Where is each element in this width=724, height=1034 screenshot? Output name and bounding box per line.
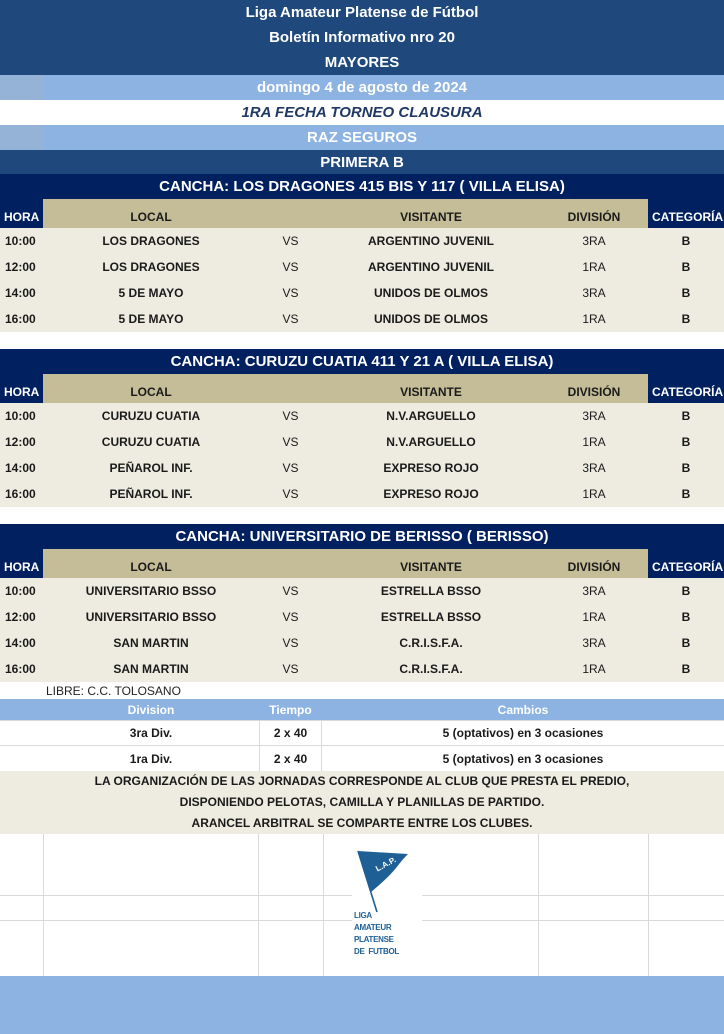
match-row [0, 429, 724, 455]
match-row [0, 578, 724, 604]
match-row [0, 254, 724, 280]
match-list [0, 578, 724, 682]
match-division: 3RA [582, 636, 606, 650]
match-division: 3RA [582, 234, 606, 248]
match-hora: 10:00 [5, 584, 36, 598]
match-vs: VS [282, 636, 299, 650]
column-header-row [0, 549, 724, 578]
match-vs: VS [282, 487, 299, 501]
match-local: PEÑAROL INF. [109, 487, 193, 501]
match-hora: 16:00 [5, 662, 36, 676]
match-visitante: ESTRELLA BSSO [380, 584, 482, 598]
rules-row [0, 745, 724, 771]
match-row [0, 656, 724, 682]
match-date: domingo 4 de agosto de 2024 [256, 79, 468, 96]
match-division: 3RA [582, 286, 606, 300]
match-row [0, 403, 724, 429]
rules-header-division: Division [127, 702, 175, 717]
match-local: 5 DE MAYO [118, 286, 184, 300]
col-visitante: VISITANTE [400, 560, 462, 574]
match-hora: 16:00 [5, 312, 36, 326]
match-division: 1RA [582, 662, 606, 676]
match-visitante: UNIDOS DE OLMOS [373, 312, 488, 326]
col-categoria: CATEGORÍA [652, 385, 724, 399]
logo-line: PLATENSE [354, 935, 394, 944]
col-division: DIVISIÓN [567, 560, 621, 574]
match-vs: VS [282, 286, 299, 300]
match-categoria: B [681, 610, 691, 624]
match-hora: 10:00 [5, 409, 36, 423]
match-categoria: B [681, 260, 691, 274]
match-row [0, 455, 724, 481]
rules-header [0, 699, 724, 720]
match-visitante: N.V.ARGUELLO [386, 435, 476, 449]
col-division: DIVISIÓN [567, 210, 621, 224]
column-header-row [0, 374, 724, 403]
match-row [0, 481, 724, 507]
footer-band [0, 976, 724, 1034]
match-categoria: B [681, 312, 691, 326]
col-categoria: CATEGORÍA [652, 560, 724, 574]
match-visitante: ESTRELLA BSSO [380, 610, 482, 624]
match-division: 1RA [582, 435, 606, 449]
match-vs: VS [282, 662, 299, 676]
col-local: LOCAL [130, 210, 172, 224]
sponsor-name: RAZ SEGUROS [306, 129, 417, 146]
match-division: 3RA [582, 409, 606, 423]
match-hora: 12:00 [5, 260, 36, 274]
col-division: DIVISIÓN [567, 385, 621, 399]
match-hora: 16:00 [5, 487, 36, 501]
rules-header-cambios: Cambios [497, 702, 549, 717]
match-visitante: C.R.I.S.F.A. [399, 662, 463, 676]
column-header-row [0, 199, 724, 228]
col-categoria: CATEGORÍA [652, 210, 724, 224]
match-categoria: B [681, 636, 691, 650]
notice-line: LA ORGANIZACIÓN DE LAS JORNADAS CORRESPONDE AL CLUB QUE PRESTA EL PREDIO, [94, 774, 630, 788]
match-row [0, 228, 724, 254]
venue-title: CANCHA: CURUZU CUATIA 411 Y 21 A ( VILLA ELISA) [0, 349, 724, 374]
league-title: Liga Amateur Platense de Fútbol [0, 0, 724, 25]
match-categoria: B [681, 662, 691, 676]
division-title: PRIMERA B [0, 150, 724, 174]
match-division: 3RA [582, 584, 606, 598]
match-categoria: B [681, 409, 691, 423]
match-visitante: UNIDOS DE OLMOS [373, 286, 488, 300]
match-hora: 14:00 [5, 461, 36, 475]
category-title: MAYORES [0, 50, 724, 75]
match-vs: VS [282, 584, 299, 598]
rules-cambios: 5 (optativos) en 3 ocasiones [442, 751, 604, 766]
match-local: LOS DRAGONES [102, 260, 200, 274]
col-local: LOCAL [130, 560, 172, 574]
match-visitante: C.R.I.S.F.A. [399, 636, 463, 650]
col-visitante: VISITANTE [400, 210, 462, 224]
match-division: 1RA [582, 487, 606, 501]
match-vs: VS [282, 610, 299, 624]
match-vs: VS [282, 409, 299, 423]
match-vs: VS [282, 260, 299, 274]
match-local: CURUZU CUATIA [101, 409, 201, 423]
rules-division: 3ra Div. [129, 726, 173, 740]
match-categoria: B [681, 435, 691, 449]
organization-notice [0, 771, 724, 834]
match-row [0, 280, 724, 306]
match-local: SAN MARTIN [113, 662, 189, 676]
logo-line: LIGA [354, 911, 372, 920]
match-row [0, 630, 724, 656]
rules-tiempo: 2 x 40 [259, 721, 322, 745]
logo-line: AMATEUR [354, 923, 392, 932]
venue-title: CANCHA: UNIVERSITARIO DE BERISSO ( BERISSO) [0, 524, 724, 549]
venue-title: CANCHA: LOS DRAGONES 415 BIS Y 117 ( VILLA ELISA) [0, 174, 724, 199]
match-row [0, 604, 724, 630]
match-vs: VS [282, 312, 299, 326]
match-vs: VS [282, 234, 299, 248]
match-local: SAN MARTIN [113, 636, 189, 650]
rules-cambios: 5 (optativos) en 3 ocasiones [442, 726, 604, 740]
match-list [0, 228, 724, 332]
league-logo [352, 848, 422, 963]
match-local: UNIVERSITARIO BSSO [85, 610, 217, 624]
match-categoria: B [681, 461, 691, 475]
date-row [0, 75, 724, 100]
logo-line: DE FUTBOL [354, 947, 399, 956]
match-hora: 14:00 [5, 286, 36, 300]
rules-division: 1ra Div. [129, 751, 173, 766]
match-division: 1RA [582, 260, 606, 274]
match-categoria: B [681, 584, 691, 598]
logo-text [354, 910, 399, 958]
tournament-title: 1RA FECHA TORNEO CLAUSURA [0, 100, 724, 125]
rules-header-tiempo: Tiempo [269, 702, 312, 717]
match-visitante: ARGENTINO JUVENIL [367, 234, 494, 248]
bulletin-title: Boletín Informativo nro 20 [0, 25, 724, 50]
match-visitante: EXPRESO ROJO [383, 487, 479, 501]
match-visitante: EXPRESO ROJO [383, 461, 479, 475]
match-vs: VS [282, 461, 299, 475]
sponsor-row [0, 125, 724, 150]
col-hora: HORA [4, 210, 40, 224]
match-division: 3RA [582, 461, 606, 475]
match-hora: 10:00 [5, 234, 36, 248]
notice-line: DISPONIENDO PELOTAS, CAMILLA Y PLANILLAS DE PARTIDO. [179, 795, 545, 809]
match-hora: 12:00 [5, 435, 36, 449]
match-division: 1RA [582, 610, 606, 624]
libre-note: LIBRE: C.C. TOLOSANO [46, 683, 181, 698]
match-visitante: ARGENTINO JUVENIL [367, 260, 494, 274]
match-hora: 12:00 [5, 610, 36, 624]
col-hora: HORA [4, 560, 40, 574]
match-hora: 14:00 [5, 636, 36, 650]
flag-text: L.A.P. [374, 855, 398, 874]
match-local: CURUZU CUATIA [101, 435, 201, 449]
match-categoria: B [681, 286, 691, 300]
match-list [0, 403, 724, 507]
row-stub [0, 75, 43, 100]
match-categoria: B [681, 487, 691, 501]
notice-line: ARANCEL ARBITRAL SE COMPARTE ENTRE LOS CLUBES. [191, 816, 533, 830]
match-local: LOS DRAGONES [102, 234, 200, 248]
match-division: 1RA [582, 312, 606, 326]
rules-row [0, 720, 724, 745]
match-vs: VS [282, 435, 299, 449]
col-local: LOCAL [130, 385, 172, 399]
row-stub [0, 125, 43, 150]
match-visitante: N.V.ARGUELLO [386, 409, 476, 423]
match-local: PEÑAROL INF. [109, 461, 193, 475]
match-categoria: B [681, 234, 691, 248]
col-hora: HORA [4, 385, 40, 399]
match-local: 5 DE MAYO [118, 312, 184, 326]
col-visitante: VISITANTE [400, 385, 462, 399]
pennant-flag-icon [352, 848, 422, 913]
match-row [0, 306, 724, 332]
rules-tiempo: 2 x 40 [259, 746, 322, 771]
match-local: UNIVERSITARIO BSSO [85, 584, 217, 598]
